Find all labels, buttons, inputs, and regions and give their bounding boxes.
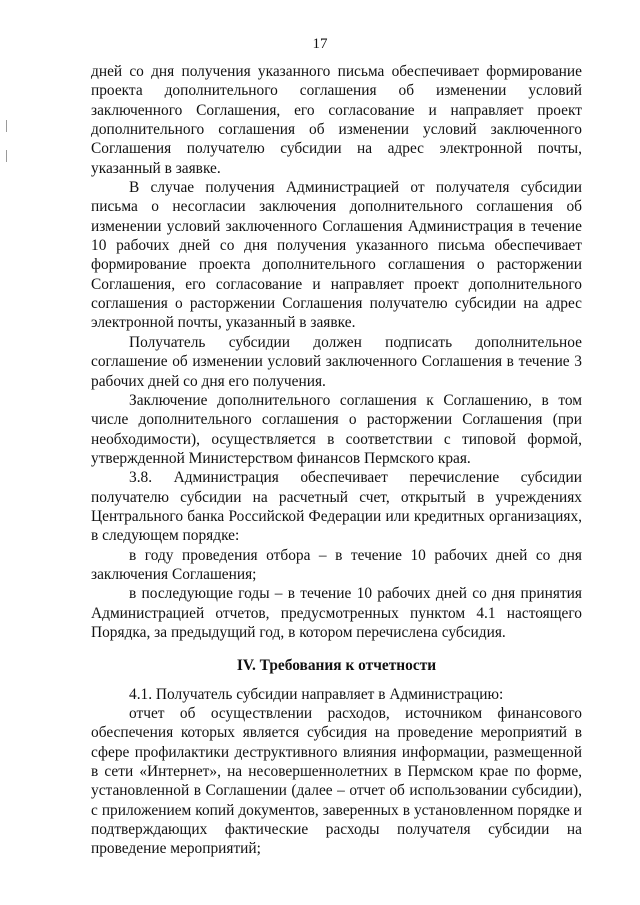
page-number: 17 — [312, 36, 328, 52]
scan-margin-mark — [6, 120, 7, 132]
paragraph: отчет об осуществлении расходов, источником финансового обеспечения которых является субсидия на проведение мероприятий в сфере профилактики деструктивного влияния информации, размещенной в сети «Интернет», на несовершеннолетних в Пермском крае по форме, установленной в Соглашении (далее – отчет об использовании субсидии), с приложением копий документов, заверенных в установленном порядке и подтверждающих фактические расходы получателя субсидии на проведение мероприятий; — [91, 705, 582, 858]
section-heading: IV. Требования к отчетности — [236, 657, 437, 675]
paragraph: Заключение дополнительного соглашения к Соглашению, в том числе дополнительного соглашения о расторжении Соглашения (при необходимости), осуществляется в соответствии с типовой формой, утвержденной Министерством финансов Пермского края. — [91, 391, 582, 467]
paragraph: дней со дня получения указанного письма обеспечивает формирование проекта дополнительного соглашения об изменении условий заключенного Соглашения, его согласование и направляет проект дополнительного соглашения об изменении условий заключенного Соглашения получателю субсидии на адрес электронной почты, указанный в заявке. — [91, 63, 582, 177]
paragraph: 3.8. Администрация обеспечивает перечисление субсидии получателю субсидии на расчетный счет, открытый в учреждениях Центрального банка Российской Федерации или кредитных организациях, в следующем порядке: — [91, 469, 582, 545]
paragraph: в году проведения отбора – в течение 10 рабочих дней со дня заключения Соглашения; — [91, 546, 582, 583]
scan-margin-mark — [6, 150, 7, 162]
paragraph: в последующие годы – в течение 10 рабочих дней со дня принятия Администрацией отчетов, предусмотренных пунктом 4.1 настоящего Порядка, за предыдущий год, в котором перечислена субсидия. — [91, 585, 582, 641]
paragraph: 4.1. Получатель субсидии направляет в Администрацию: — [129, 685, 504, 703]
paragraph: Получатель субсидии должен подписать дополнительное соглашение об изменении условий заключенного Соглашения в течение 3 рабочих дней со дня его получения. — [91, 333, 582, 390]
document-body — [91, 62, 582, 859]
paragraph: В случае получения Администрацией от получателя субсидии письма о несогласии заключения дополнительного соглашения об изменении условий заключенного Соглашения Администрация в течение 10 рабочих дней со дня получения указанного письма обеспечивает формирование проекта дополнительного соглашения о расторжении Соглашения, его согласование и направляет проект дополнительного соглашения о расторжении Соглашения получателю субсидии на адрес электронной почты, указанный в заявке. — [91, 179, 582, 332]
